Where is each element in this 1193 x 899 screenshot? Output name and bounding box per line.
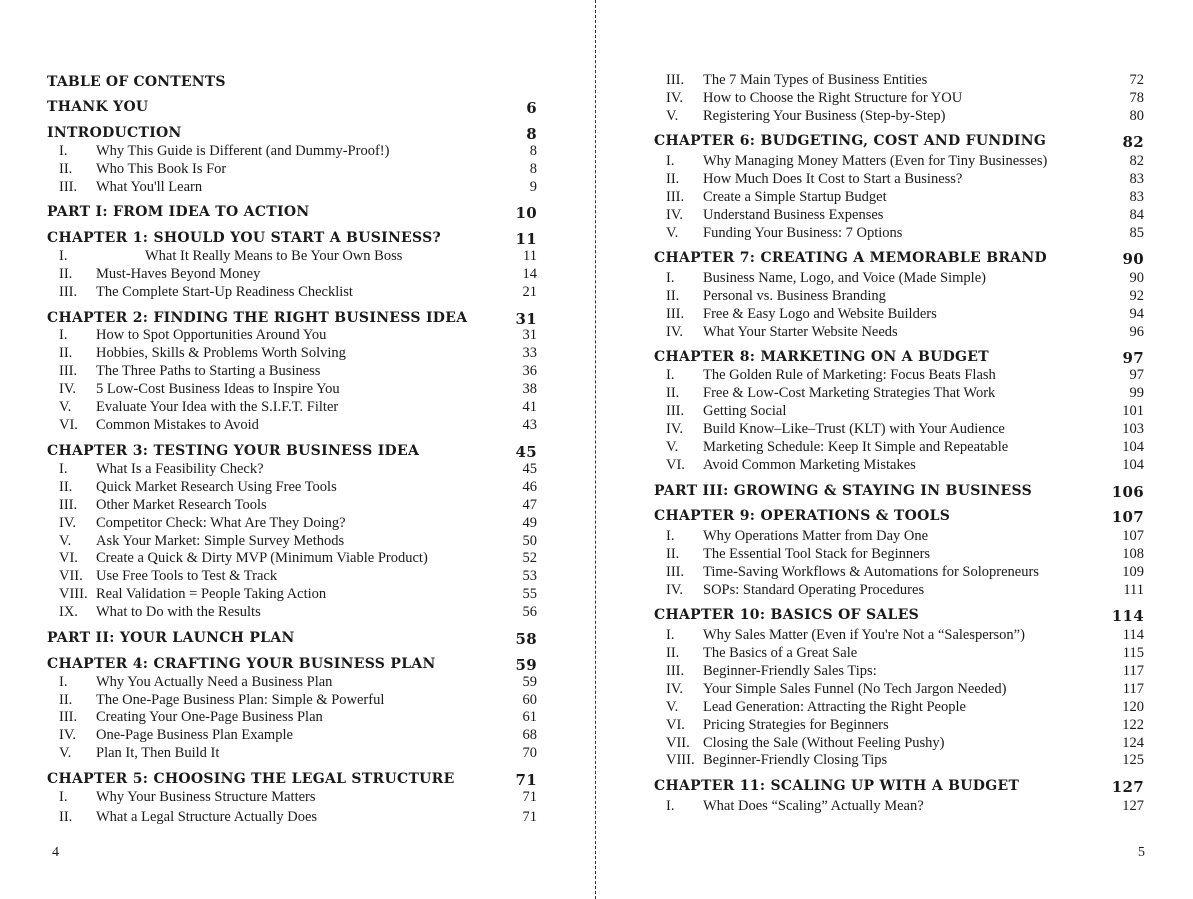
toc-subentry-title: One-Page Business Plan Example [96,727,293,743]
toc-page-number: 107 [1122,528,1144,544]
toc-subentry-title: Beginner-Friendly Closing Tips [703,752,888,768]
toc-heading-title: INTRODUCTION [47,125,182,141]
toc-subentry [47,461,537,478]
toc-subentry [47,497,537,514]
left-page-number: 4 [52,845,59,860]
toc-roman-numeral: VI. [666,457,685,473]
toc-roman-numeral: III. [59,179,78,195]
toc-page-number: 115 [1122,645,1144,661]
toc-subentry [47,604,537,621]
toc-subentry [654,171,1144,188]
toc-subentry-title: Create a Simple Startup Budget [703,189,887,205]
toc-page-number: 10 [515,204,537,222]
toc-page-number: 94 [1129,306,1144,322]
toc-subentry-title: Common Mistakes to Avoid [96,417,259,433]
toc-subentry-title: The Complete Start-Up Readiness Checklist [96,284,353,300]
toc-heading [47,125,537,143]
toc-page-number: 97 [1122,349,1144,367]
toc-page-number: 92 [1129,288,1144,304]
toc-roman-numeral: III. [59,363,78,379]
toc-subentry-title: Funding Your Business: 7 Options [703,225,903,241]
toc-page-number: 71 [522,809,537,825]
toc-subentry [654,582,1144,599]
toc-page-number: 127 [1122,798,1144,814]
toc-roman-numeral: IV. [666,207,684,223]
toc-subentry-title: Free & Low-Cost Marketing Strategies That Work [703,385,996,401]
toc-page-number: 71 [522,789,537,805]
toc-roman-numeral: V. [666,699,679,715]
toc-subentry [47,266,537,283]
toc-roman-numeral: I. [59,674,68,690]
toc-subentry-title: The One-Page Business Plan: Simple & Powerful [96,692,385,708]
toc-subentry [654,225,1144,242]
toc-heading-title: CHAPTER 11: SCALING UP WITH A BUDGET [654,778,1020,794]
toc-page-number: 104 [1122,439,1144,455]
toc-roman-numeral: IV. [666,324,684,340]
toc-roman-numeral: II. [666,546,680,562]
toc-heading-title: CHAPTER 3: TESTING YOUR BUSINESS IDEA [47,443,420,459]
toc-roman-numeral: V. [59,533,72,549]
toc-heading-title: CHAPTER 6: BUDGETING, COST AND FUNDING [654,133,1047,149]
toc-page-number: 59 [515,656,537,674]
toc-page-number: 8 [529,161,537,177]
page-spine-divider [595,0,596,899]
toc-page-number: 56 [522,604,537,620]
toc-page-number: 99 [1129,385,1144,401]
toc-page-number: 114 [1122,627,1144,643]
toc-page-number: 97 [1129,367,1144,383]
toc-roman-numeral: II. [666,385,680,401]
toc-subentry [654,153,1144,170]
toc-page-number: 103 [1122,421,1144,437]
toc-heading [47,771,537,789]
toc-roman-numeral: VIII. [59,586,88,602]
toc-subentry-title: Marketing Schedule: Keep It Simple and Repeatable [703,439,1009,455]
toc-subentry [654,528,1144,545]
toc-heading [47,204,537,222]
toc-roman-numeral: IX. [59,604,78,620]
toc-page-number: 70 [522,745,537,761]
toc-page-number: 107 [1111,508,1144,526]
toc-roman-numeral: III. [666,403,685,419]
toc-heading [47,310,537,328]
toc-heading [654,607,1144,625]
toc-subentry [654,457,1144,474]
toc-subentry-title: Why Managing Money Matters (Even for Tiny Businesses) [703,153,1048,169]
toc-heading-title: CHAPTER 5: CHOOSING THE LEGAL STRUCTURE [47,771,455,787]
toc-page-number: 124 [1122,735,1144,751]
toc-roman-numeral: IV. [666,421,684,437]
toc-heading [654,349,1144,367]
toc-page-number: 72 [1129,72,1144,88]
toc-roman-numeral: II. [59,266,73,282]
toc-subentry-title: The Golden Rule of Marketing: Focus Beats Flash [703,367,996,383]
toc-page-number: 31 [515,310,537,328]
toc-subentry-title: What a Legal Structure Actually Does [96,809,318,825]
toc-roman-numeral: III. [666,663,685,679]
toc-page-number: 41 [522,399,537,415]
toc-roman-numeral: I. [666,153,675,169]
toc-subentry [654,324,1144,341]
toc-subentry [654,699,1144,716]
toc-subentry-title: Why Your Business Structure Matters [96,789,316,805]
toc-roman-numeral: II. [59,809,73,825]
toc-subentry-title: Why You Actually Need a Business Plan [96,674,333,690]
toc-roman-numeral: II. [666,288,680,304]
toc-roman-numeral: II. [59,161,73,177]
toc-page-number: 43 [522,417,537,433]
toc-heading-title: CHAPTER 7: CREATING A MEMORABLE BRAND [654,250,1047,266]
toc-subentry [47,533,537,550]
toc-subentry-title: Time-Saving Workflows & Automations for Solopreneurs [703,564,1039,580]
toc-subentry-title: How to Choose the Right Structure for YOU [703,90,963,106]
right-page-number: 5 [1138,845,1145,860]
toc-subentry-title: How Much Does It Cost to Start a Business? [703,171,963,187]
toc-roman-numeral: II. [59,692,73,708]
toc-subentry [47,284,537,301]
toc-title: TABLE OF CONTENTS [47,74,226,90]
toc-subentry-title: Create a Quick & Dirty MVP (Minimum Viable Product) [96,550,428,566]
toc-page-number: 90 [1129,270,1144,286]
toc-page-number: 58 [515,630,537,648]
toc-subentry-title: How to Spot Opportunities Around You [96,327,327,343]
toc-heading-title: CHAPTER 2: FINDING THE RIGHT BUSINESS IDEA [47,310,468,326]
toc-roman-numeral: II. [666,645,680,661]
toc-subentry [654,367,1144,384]
toc-page-number: 114 [1111,607,1144,625]
toc-roman-numeral: V. [59,745,72,761]
toc-roman-numeral: IV. [59,381,77,397]
toc-subentry-title: Business Name, Logo, and Voice (Made Simple) [703,270,986,286]
toc-page-number: 50 [522,533,537,549]
toc-page-number: 104 [1122,457,1144,473]
toc-subentry-title: Your Simple Sales Funnel (No Tech Jargon Needed) [703,681,1007,697]
toc-page-number: 46 [522,479,537,495]
toc-subentry-title: Registering Your Business (Step-by-Step) [703,108,946,124]
toc-heading [654,250,1144,268]
toc-subentry [654,717,1144,734]
toc-subentry [654,207,1144,224]
toc-roman-numeral: VII. [666,735,690,751]
toc-roman-numeral: IV. [666,582,684,598]
toc-subentry-title: Avoid Common Marketing Mistakes [703,457,916,473]
toc-heading [47,656,537,674]
toc-roman-numeral: V. [666,225,679,241]
toc-roman-numeral: II. [59,345,73,361]
toc-page-number: 59 [522,674,537,690]
toc-subentry [47,179,537,196]
toc-subentry-title: What Your Starter Website Needs [703,324,898,340]
toc-subentry [47,586,537,603]
toc-heading [654,483,1144,501]
toc-subentry [47,381,537,398]
toc-roman-numeral: I. [59,789,68,805]
toc-page-number: 11 [523,248,537,264]
toc-subentry-title: Ask Your Market: Simple Survey Methods [96,533,345,549]
toc-subentry [654,270,1144,287]
toc-heading-title: CHAPTER 8: MARKETING ON A BUDGET [654,349,989,365]
toc-page-number: 101 [1122,403,1144,419]
toc-page-number: 125 [1122,752,1144,768]
toc-subentry [654,798,1144,815]
toc-subentry [654,546,1144,563]
toc-page-number: 82 [1129,153,1144,169]
toc-page-number: 83 [1129,171,1144,187]
toc-subentry-title: Hobbies, Skills & Problems Worth Solving [96,345,346,361]
toc-subentry-title: Must-Haves Beyond Money [96,266,261,282]
toc-heading [47,99,537,117]
toc-page-number: 109 [1122,564,1144,580]
toc-roman-numeral: I. [666,798,675,814]
toc-roman-numeral: VI. [666,717,685,733]
toc-subentry-title: Competitor Check: What Are They Doing? [96,515,346,531]
toc-subentry-title: Lead Generation: Attracting the Right People [703,699,966,715]
toc-page-number: 31 [522,327,537,343]
toc-page-number: 71 [515,771,537,789]
toc-subentry [654,403,1144,420]
toc-page-number: 78 [1129,90,1144,106]
toc-roman-numeral: III. [666,564,685,580]
toc-subentry [47,479,537,496]
toc-subentry-title: Pricing Strategies for Beginners [703,717,889,733]
toc-subentry-title: The 7 Main Types of Business Entities [703,72,928,88]
toc-roman-numeral: VIII. [666,752,695,768]
toc-subentry [47,674,537,691]
toc-heading-title: PART III: GROWING & STAYING IN BUSINESS [654,483,1033,499]
toc-subentry [654,735,1144,752]
toc-subentry-title: Real Validation = People Taking Action [96,586,327,602]
toc-roman-numeral: III. [59,497,78,513]
toc-subentry-title: Creating Your One-Page Business Plan [96,709,323,725]
toc-page-number: 8 [529,143,537,159]
toc-subentry [654,72,1144,89]
toc-subentry-title: What Is a Feasibility Check? [96,461,264,477]
toc-roman-numeral: IV. [666,681,684,697]
toc-subentry [47,692,537,709]
toc-page-number: 14 [522,266,537,282]
toc-subentry [654,421,1144,438]
toc-subentry-title: What You'll Learn [96,179,203,195]
toc-subentry [654,385,1144,402]
toc-roman-numeral: III. [666,189,685,205]
toc-subentry-title: Evaluate Your Idea with the S.I.F.T. Filter [96,399,339,415]
toc-subentry [47,727,537,744]
toc-heading-title: CHAPTER 4: CRAFTING YOUR BUSINESS PLAN [47,656,436,672]
toc-roman-numeral: V. [666,108,679,124]
toc-page-number: 117 [1122,681,1144,697]
toc-roman-numeral: III. [59,284,78,300]
toc-subentry-title: Free & Easy Logo and Website Builders [703,306,937,322]
toc-subentry [47,789,537,806]
toc-subentry [47,568,537,585]
toc-heading-title: CHAPTER 1: SHOULD YOU START A BUSINESS? [47,230,442,246]
toc-roman-numeral: I. [59,327,68,343]
toc-page-number: 55 [522,586,537,602]
toc-subentry-title: Other Market Research Tools [96,497,267,513]
toc-roman-numeral: I. [59,143,68,159]
toc-page-number: 80 [1129,108,1144,124]
toc-page-number: 85 [1129,225,1144,241]
toc-subentry [47,248,537,265]
toc-page-number: 61 [522,709,537,725]
toc-subentry [47,327,537,344]
toc-heading-title: CHAPTER 9: OPERATIONS & TOOLS [654,508,951,524]
toc-page-number: 45 [522,461,537,477]
toc-subentry-title: Getting Social [703,403,787,419]
toc-page-number: 82 [1122,133,1144,151]
toc-page-number: 21 [522,284,537,300]
toc-roman-numeral: V. [666,439,679,455]
toc-page-number: 6 [526,99,537,117]
toc-heading [654,133,1144,151]
toc-roman-numeral: I. [666,528,675,544]
toc-subentry [47,809,537,826]
toc-subentry-title: Why Sales Matter (Even if You're Not a “Salesperson”) [703,627,1025,643]
toc-subentry-title: Quick Market Research Using Free Tools [96,479,337,495]
toc-subentry [654,108,1144,125]
toc-heading-title: THANK YOU [47,99,149,115]
toc-subentry [47,161,537,178]
toc-subentry-title: Why Operations Matter from Day One [703,528,929,544]
toc-roman-numeral: III. [59,709,78,725]
toc-page-number: 33 [522,345,537,361]
toc-page-number: 11 [515,230,537,248]
toc-roman-numeral: IV. [666,90,684,106]
toc-subentry-title: Build Know–Like–Trust (KLT) with Your Audience [703,421,1005,437]
toc-subentry-title: SOPs: Standard Operating Procedures [703,582,925,598]
toc-page-number: 108 [1122,546,1144,562]
toc-subentry-title: The Basics of a Great Sale [703,645,858,661]
toc-heading [47,443,537,461]
toc-page-number: 53 [522,568,537,584]
toc-roman-numeral: I. [59,461,68,477]
toc-page-number: 52 [522,550,537,566]
toc-subentry [47,745,537,762]
toc-subentry [654,90,1144,107]
toc-subentry-title: The Three Paths to Starting a Business [96,363,321,379]
toc-page-number: 96 [1129,324,1144,340]
toc-page-number: 9 [529,179,537,195]
toc-page-number: 117 [1122,663,1144,679]
toc-subentry-title: What to Do with the Results [96,604,261,620]
toc-page-number: 60 [522,692,537,708]
toc-roman-numeral: II. [59,479,73,495]
toc-subentry [654,564,1144,581]
toc-heading [654,508,1144,526]
toc-subentry [654,189,1144,206]
toc-subentry-title: Use Free Tools to Test & Track [96,568,278,584]
toc-subentry [654,627,1144,644]
toc-subentry [654,288,1144,305]
toc-subentry [47,345,537,362]
toc-roman-numeral: III. [666,72,685,88]
toc-subentry [654,645,1144,662]
toc-page-number: 90 [1122,250,1144,268]
toc-roman-numeral: IV. [59,727,77,743]
toc-heading [47,230,537,248]
toc-subentry [654,439,1144,456]
toc-roman-numeral: I. [59,248,68,264]
toc-subentry [47,515,537,532]
toc-subentry-title: Plan It, Then Build It [96,745,220,761]
toc-roman-numeral: VI. [59,417,78,433]
toc-page-number: 106 [1111,483,1144,501]
toc-subentry [47,709,537,726]
toc-heading [654,778,1144,796]
toc-subentry [47,363,537,380]
toc-subentry-title: Personal vs. Business Branding [703,288,886,304]
toc-page-number: 120 [1122,699,1144,715]
toc-heading-title: PART II: YOUR LAUNCH PLAN [47,630,295,646]
toc-heading [47,630,537,648]
toc-roman-numeral: I. [666,367,675,383]
toc-subentry-title: Who This Book Is For [96,161,227,177]
toc-heading-title: PART I: FROM IDEA TO ACTION [47,204,310,220]
toc-roman-numeral: I. [666,270,675,286]
toc-subentry [654,752,1144,769]
toc-subentry [47,143,537,160]
toc-subentry-title: Why This Guide is Different (and Dummy-Proof!) [96,143,390,159]
toc-roman-numeral: II. [666,171,680,187]
toc-page-number: 84 [1129,207,1144,223]
toc-page-number: 36 [522,363,537,379]
toc-page-number: 49 [522,515,537,531]
toc-page-number: 38 [522,381,537,397]
toc-roman-numeral: III. [666,306,685,322]
toc-subentry [654,681,1144,698]
toc-page-number: 47 [522,497,537,513]
toc-roman-numeral: IV. [59,515,77,531]
toc-subentry-title: 5 Low-Cost Business Ideas to Inspire You [96,381,340,397]
toc-subentry-title: The Essential Tool Stack for Beginners [703,546,931,562]
toc-page-number: 127 [1111,778,1144,796]
toc-page-number: 111 [1123,582,1144,598]
toc-subentry [47,399,537,416]
toc-roman-numeral: VI. [59,550,78,566]
toc-heading-title: CHAPTER 10: BASICS OF SALES [654,607,920,623]
toc-subentry-title: What Does “Scaling” Actually Mean? [703,798,924,814]
toc-subentry-title: Closing the Sale (Without Feeling Pushy) [703,735,945,751]
toc-subentry [654,663,1144,680]
toc-subentry-title: What It Really Means to Be Your Own Boss [145,248,403,264]
toc-subentry [47,550,537,567]
toc-roman-numeral: VII. [59,568,83,584]
toc-subentry-title: Beginner-Friendly Sales Tips: [703,663,877,679]
toc-roman-numeral: V. [59,399,72,415]
toc-subentry [47,417,537,434]
toc-roman-numeral: I. [666,627,675,643]
toc-page-number: 68 [522,727,537,743]
toc-subentry-title: Understand Business Expenses [703,207,884,223]
toc-page-number: 8 [526,125,537,143]
toc-page-number: 122 [1122,717,1144,733]
toc-page-number: 45 [515,443,537,461]
toc-page-number: 83 [1129,189,1144,205]
toc-subentry [654,306,1144,323]
